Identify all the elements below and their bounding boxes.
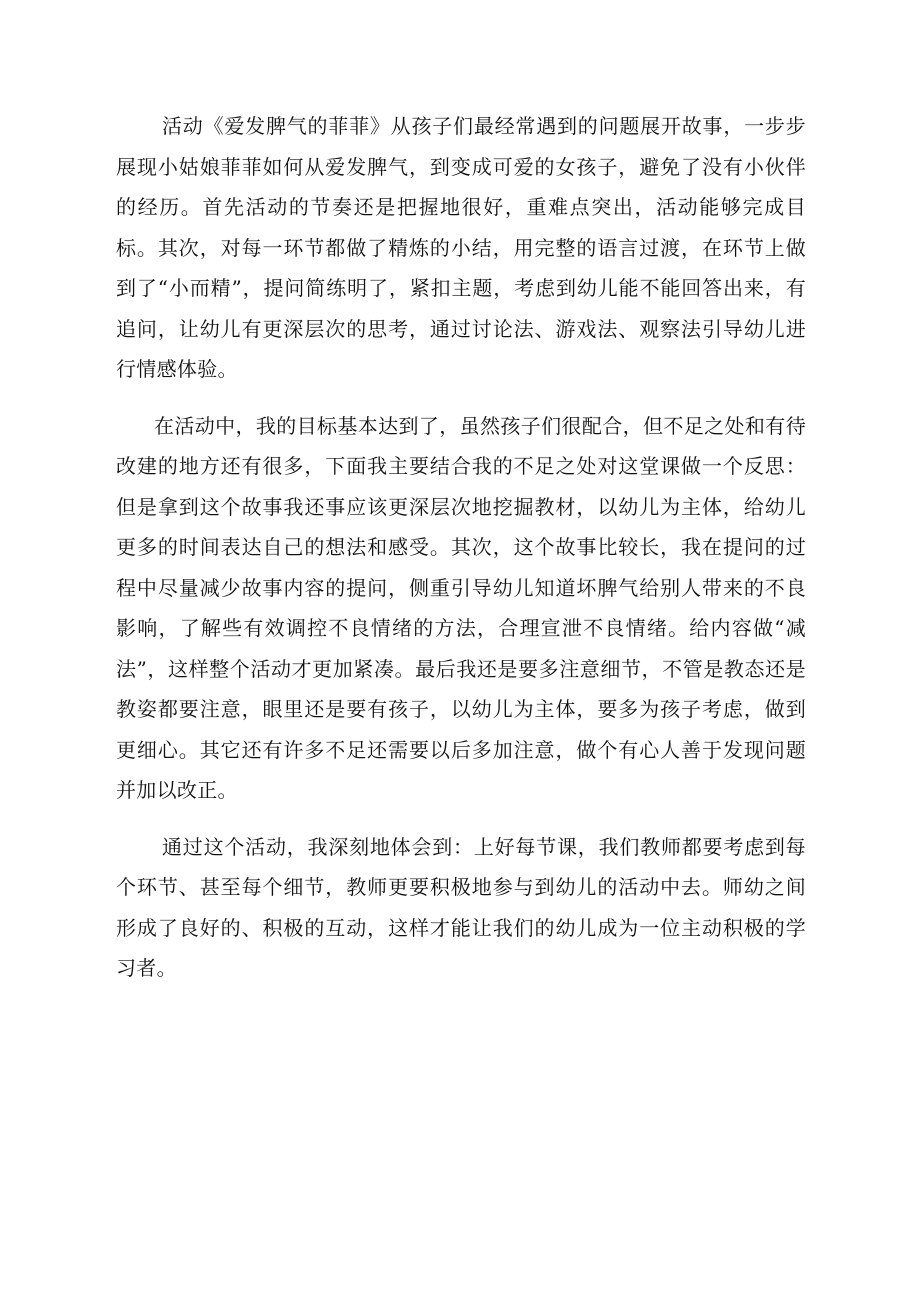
paragraph-activity-summary: 活动《爱发脾气的菲菲》从孩子们最经常遇到的问题展开故事，一步步展现小姑娘菲菲如何从爱发脾气，到变成可爱的女孩子，避免了没有小伙伴的经历。首先活动的节奏还是把握地很好，重难点突出，活动能够完成目标。其次，对每一环节都做了精炼的小结，用完整的语言过渡，在环节上做到了“小而精”，提问简练明了，紧扣主题，考虑到幼儿能不能回答出来，有追问，让幼儿有更深层次的思考，通过讨论法、游戏法、观察法引导幼儿进行情感体验。 [116,114,806,381]
paragraph-conclusion: 通过这个活动，我深刻地体会到：上好每节课，我们教师都要考虑到每个环节、甚至每个细节，教师更要积极地参与到幼儿的活动中去。师幼之间形成了良好的、积极的互动，这样才能让我们的幼儿成为一位主动积极的学习者。 [116,834,806,980]
paragraph-reflection: 在活动中，我的目标基本达到了，虽然孩子们很配合，但不足之处和有待改建的地方还有很多，下面我主要结合我的不足之处对这堂课做一个反思：但是拿到这个故事我还事应该更深层次地挖掘教材，以幼儿为主体，给幼儿更多的时间表达自己的想法和感受。其次，这个故事比较长，我在提问的过程中尽量减少故事内容的提问，侧重引导幼儿知道坏脾气给别人带来的不良影响，了解些有效调控不良情绪的方法，合理宣泄不良情绪。给内容做“减法”，这样整个活动才更加紧凑。最后我还是要多注意细节，不管是教态还是教姿都要注意，眼里还是要有孩子，以幼儿为主体，要多为孩子考虑，做到更细心。其它还有许多不足还需要以后多加注意，做个有心人善于发现问题并加以改正。 [116,413,806,802]
document-body [116,106,806,989]
